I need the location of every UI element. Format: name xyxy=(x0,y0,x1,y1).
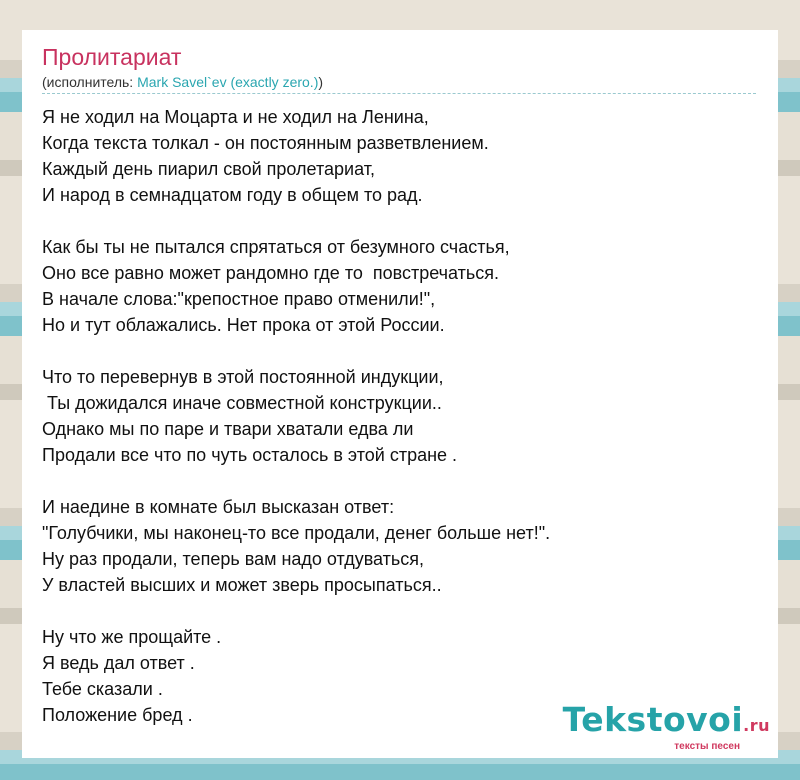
lyrics-line: Как бы ты не пытался спрятаться от безумного счастья, xyxy=(42,237,510,257)
performer-prefix: (исполнитель: xyxy=(42,74,138,90)
lyrics-line: У властей высших и может зверь просыпаться.. xyxy=(42,575,442,595)
logo-name: Tekstovoi xyxy=(562,700,744,739)
site-logo[interactable] xyxy=(562,700,770,752)
lyrics-line: "Голубчики, мы наконец-то все продали, денег больше нет!". xyxy=(42,523,551,543)
lyrics-stanza-1 xyxy=(42,104,762,208)
lyrics-text xyxy=(42,104,762,754)
title-divider xyxy=(42,93,756,94)
lyrics-line: Положение бред . xyxy=(42,705,193,725)
song-title: Пролитариат xyxy=(42,44,182,70)
lyrics-line: Ты дожидался иначе совместной конструкции.. xyxy=(42,393,442,413)
lyrics-line: Я не ходил на Моцарта и не ходил на Ленина, xyxy=(42,107,429,127)
lyrics-line: Оно все равно может рандомно где то повстречаться. xyxy=(42,263,500,283)
lyrics-line: Ну раз продали, теперь вам надо отдуваться, xyxy=(42,549,425,569)
performer-suffix: ) xyxy=(318,74,324,90)
lyrics-line: Продали все что по чуть осталось в этой стране . xyxy=(42,445,458,465)
lyrics-card xyxy=(22,30,778,758)
logo-tagline: тексты песен xyxy=(674,741,740,752)
lyrics-line: И наедине в комнате был высказан ответ: xyxy=(42,497,395,517)
performer-link[interactable]: Mark Savel`ev (exactly zero.) xyxy=(137,74,319,90)
logo-tld: .ru xyxy=(743,716,770,735)
lyrics-line: Я ведь дал ответ . xyxy=(42,653,195,673)
lyrics-stanza-2 xyxy=(42,234,762,338)
lyrics-line: Однако мы по паре и твари хватали едва ли xyxy=(42,419,414,439)
lyrics-stanza-3 xyxy=(42,364,762,468)
lyrics-line: Что то перевернув в этой постоянной индукции, xyxy=(42,367,444,387)
performer-info xyxy=(42,74,323,90)
lyrics-line: В начале слова:"крепостное право отменили!", xyxy=(42,289,436,309)
logo-wordmark xyxy=(562,700,770,743)
lyrics-line: Тебе сказали . xyxy=(42,679,163,699)
lyrics-line: Но и тут облажались. Нет прока от этой России. xyxy=(42,315,445,335)
lyrics-stanza-4 xyxy=(42,494,762,598)
lyrics-line: Каждый день пиарил свой пролетариат, xyxy=(42,159,375,179)
lyrics-line: Ну что же прощайте . xyxy=(42,627,222,647)
lyrics-line: Когда текста толкал - он постоянным разветвлением. xyxy=(42,133,489,153)
lyrics-line: И народ в семнадцатом году в общем то рад. xyxy=(42,185,423,205)
